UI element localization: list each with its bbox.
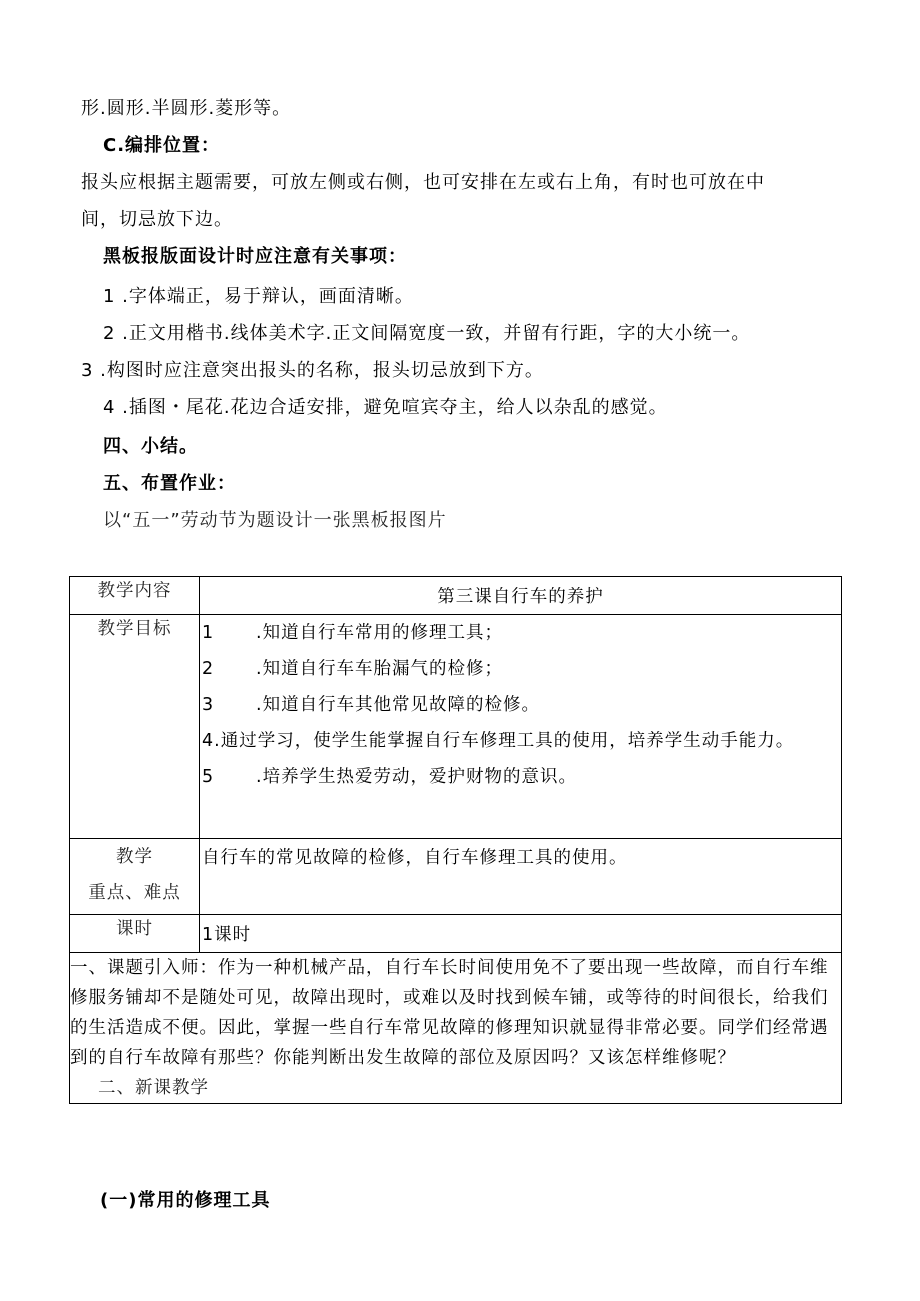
note-3: 3 .构图时应注意突出报头的名称，报头切忌放到下方。 [81,360,544,381]
hours-value: 1课时 [200,915,842,953]
key-points-label [70,839,200,915]
goal-number: 5 [202,767,215,787]
goal-number: 1 [202,623,215,643]
note-2: 2 .正文用楷书.线体美术字.正文间隔宽度一致，并留有行距，字的大小统一。 [103,323,751,344]
goals-cell [200,615,842,839]
layout-text-1: 报头应根据主题需要，可放左侧或右侧，也可安排在左或右上角，有时也可放在中 [81,172,765,193]
goal-text: .知道自行车常用的修理工具； [256,623,504,643]
layout-heading: C.编排位置： [103,135,221,156]
hours-label: 课时 [70,915,200,953]
goal-number: 2 [202,659,215,679]
notes-heading: 黑板报版面设计时应注意有关事项： [103,246,407,267]
content-value: 第三课自行车的养护 [200,577,842,615]
new-lesson-heading: 二、新课教学 [98,1078,209,1098]
key-label-line-2: 重点、难点 [88,883,181,903]
intro-cell [70,953,842,1104]
key-points-row [70,839,842,915]
goals-label: 教学目标 [70,615,200,839]
intro-row [70,953,842,1104]
goal-item [200,651,841,687]
goal-item [200,615,841,651]
shapes-line: 形.圆形.半圆形.菱形等。 [81,98,292,119]
goal-text: .通过学习，使学生能掌握自行车修理工具的使用，培养学生动手能力。 [214,731,795,751]
hours-row [70,915,842,953]
goals-row [70,615,842,839]
content-row [70,577,842,615]
goal-text: .培养学生热爱劳动，爱护财物的意识。 [256,767,578,787]
goal-number: 4 [202,731,215,751]
section-5-heading: 五、布置作业： [103,473,236,494]
goal-text: .知道自行车其他常见故障的检修。 [256,695,541,715]
key-points-value: 自行车的常见故障的检修，自行车修理工具的使用。 [200,839,842,915]
goal-item [200,687,841,723]
lesson-plan-table [69,576,842,1104]
note-4: 4 .插图・尾花.花边合适安排，避免喧宾夺主，给人以杂乱的感觉。 [103,397,668,418]
goal-number: 3 [202,695,215,715]
layout-text-2: 间，切忌放下边。 [81,209,233,230]
homework-text: 以“五一”劳动节为题设计一张黑板报图片 [103,510,447,531]
goal-item [200,759,841,795]
goal-item [200,723,841,759]
section-4-heading: 四、小结。 [103,436,198,457]
content-label: 教学内容 [70,577,200,615]
goal-text: .知道自行车车胎漏气的检修； [256,659,504,679]
tools-subheading: (一)常用的修理工具 [100,1190,271,1211]
key-label-line-1: 教学 [116,847,153,867]
intro-paragraph: 一、课题引入师：作为一种机械产品，自行车长时间使用免不了要出现一些故障，而自行车维修服务铺却不是随处可见，故障出现时，或难以及时找到候车铺，或等待的时间很长，给我们的生活造成不便。因此，掌握一些自行车常见故障的修理知识就显得非常必要。同学们经常遇到的自行车故障有那些？你能判断出发生故障的部位及原因吗？又该怎样维修呢？ [70,958,829,1068]
note-1: 1 .字体端正，易于辩认，画面清晰。 [103,286,414,307]
